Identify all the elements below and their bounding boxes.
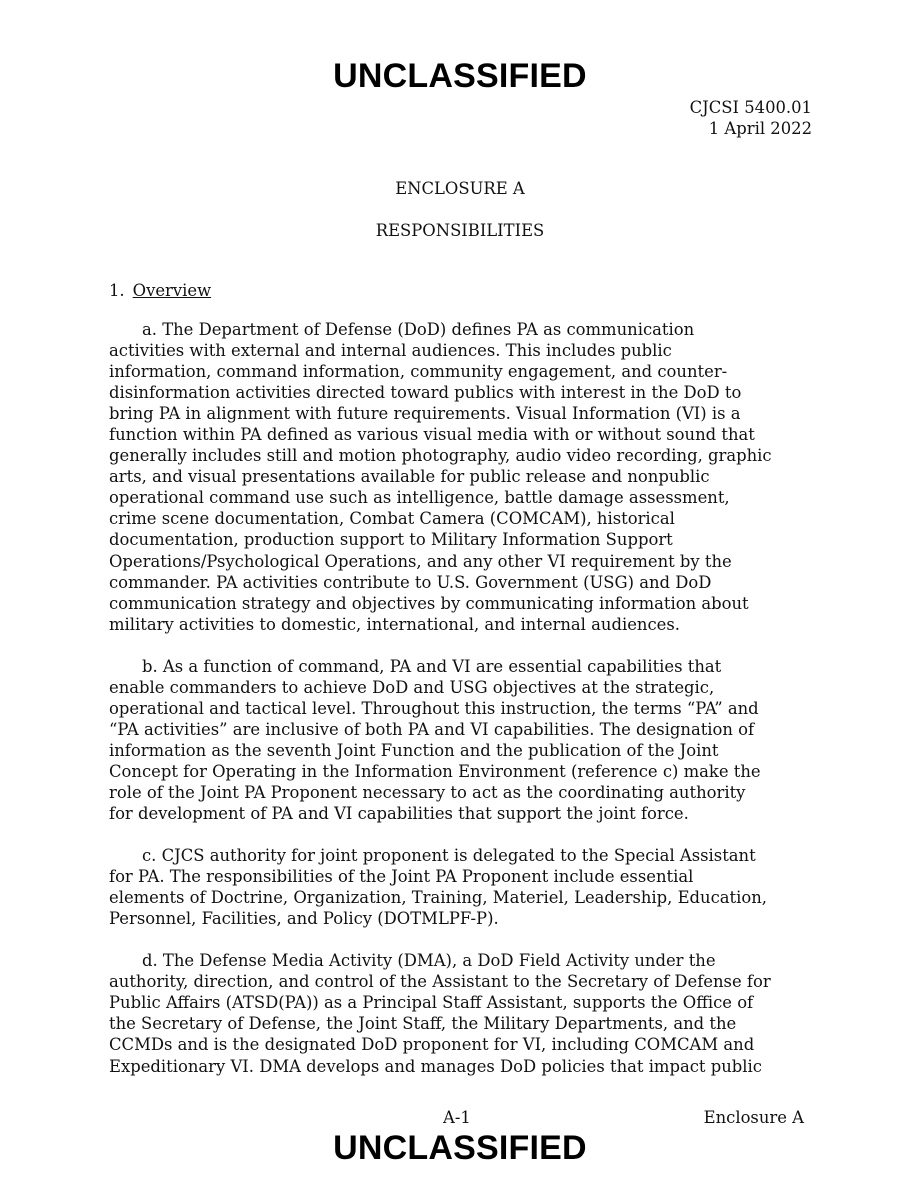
document-reference [690,97,812,139]
paragraph-b: b. As a function of command, PA and VI are essential capabilities that enable commanders to achieve DoD and USG objectives at the strategic, operational and tactical level. Throughout this instruction, the terms “PA” and “PA activities” are inclusive of both PA and VI capabilities. The designation of information as the seventh Joint Function and the publication of the Joint Concept for Operating in the Information Environment (reference c) make the role of the Joint PA Proponent necessary to act as the coordinating authority for development of PA and VI capabilities that support the joint force. [109,656,761,824]
page-number: A-1 [443,1108,471,1127]
section-heading [109,280,211,301]
paragraph-a: a. The Department of Defense (DoD) defines PA as communication activities with external and internal audiences. This includes public information, command information, community engagement, and counter- disinformation activities directed toward publics with interest in the DoD to bring PA in alignment with future requirements. Visual Information (VI) is a function within PA defined as various visual media with or without sound that generally includes still and motion photography, audio video recording, graphic arts, and visual presentations available for public release and nonpublic operational command use such as intelligence, battle damage assessment, crime scene documentation, Combat Camera (COMCAM), historical documentation, production support to Military Information Support Operations/Psychological Operations, and any other VI requirement by the commander. PA activities contribute to U.S. Government (USG) and DoD communication strategy and objectives by communicating information about military activities to domestic, international, and internal audiences. [109,320,772,634]
section-number: 1. [109,281,125,300]
footer-enclosure-label: Enclosure A [703,1108,804,1127]
paragraph-c: c. CJCS authority for joint proponent is delegated to the Special Assistant for PA. The responsibilities of the Joint PA Proponent include essential elements of Doctrine, Organization, Training, Materiel, Leadership, Education, Personnel, Facilities, and Policy (DOTMLPF-P). [109,846,768,929]
classification-banner-top: UNCLASSIFIED [333,57,587,95]
doc-number: CJCSI 5400.01 [689,98,812,117]
classification-banner-bottom: UNCLASSIFIED [333,1129,587,1167]
section-heading-title: Overview [132,281,212,300]
paragraph-d: d. The Defense Media Activity (DMA), a DoD Field Activity under the authority, direction, and control of the Assistant to the Secretary of Defense for Public Affairs (ATSD(PA)) as a Principal Staff Assistant, supports the Office of the Secretary of Defense, the Joint Staff, the Military Departments, and the CCMDs and is the designated DoD proponent for VI, including COMCAM and Expeditionary VI. DMA develops and manages DoD policies that impact public [109,951,771,1076]
section-title: RESPONSIBILITIES [375,221,545,240]
enclosure-title: ENCLOSURE A [395,179,525,198]
doc-date: 1 April 2022 [708,119,812,138]
document-body [109,319,815,1098]
